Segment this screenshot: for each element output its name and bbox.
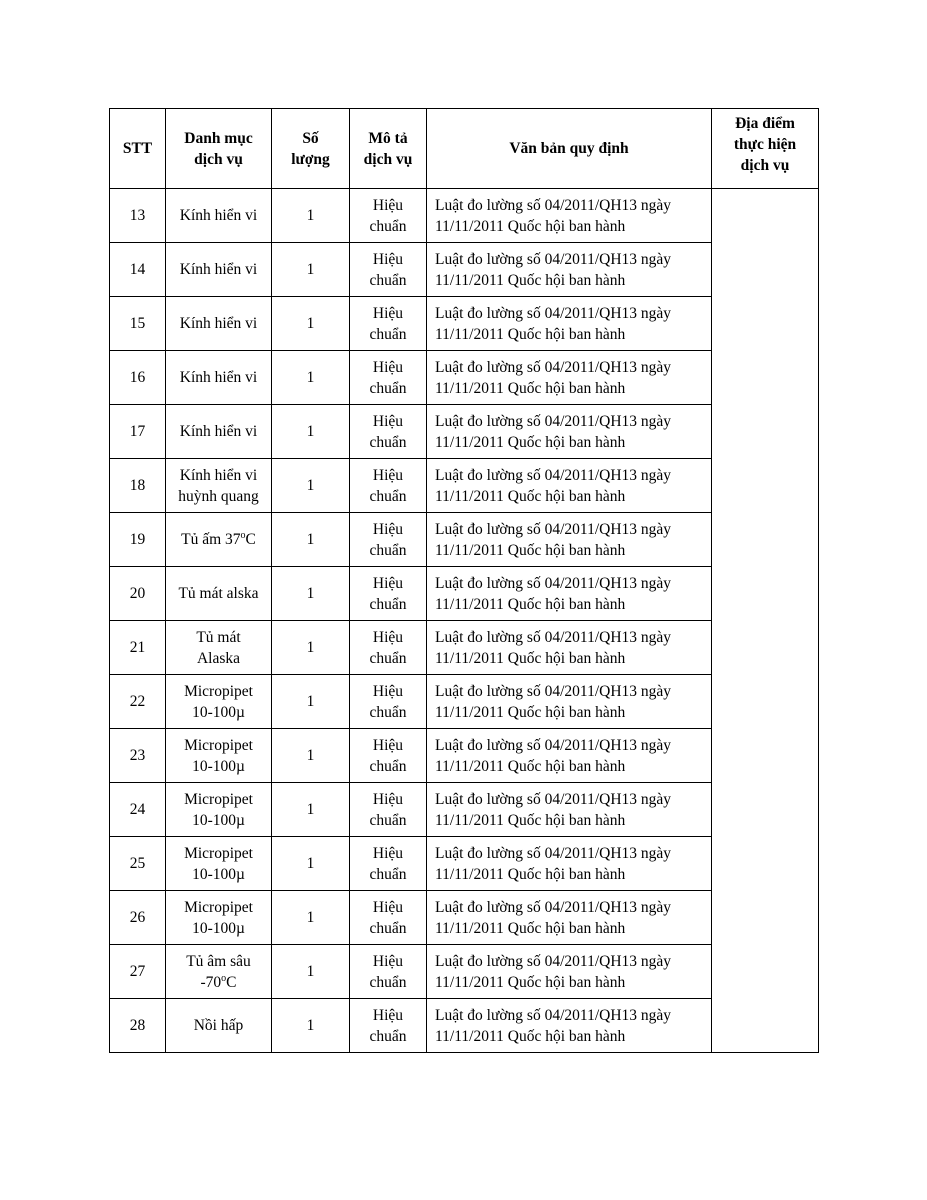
cell-category [166, 297, 272, 351]
cell-stt: 23 [110, 729, 166, 783]
cell-regulation: Luật đo lường số 04/2011/QH13 ngày 11/11/2011 Quốc hội ban hành [427, 945, 712, 999]
category-text: Tủ mát Alaska [196, 628, 241, 667]
cell-regulation: Luật đo lường số 04/2011/QH13 ngày 11/11/2011 Quốc hội ban hành [427, 999, 712, 1053]
cell-category [166, 459, 272, 513]
cell-description: Hiệu chuẩn [350, 837, 427, 891]
cell-stt: 28 [110, 999, 166, 1053]
cell-stt: 18 [110, 459, 166, 513]
category-text: Micropipet 10-100µ [184, 898, 253, 937]
cell-regulation: Luật đo lường số 04/2011/QH13 ngày 11/11/2011 Quốc hội ban hành [427, 351, 712, 405]
cell-stt: 21 [110, 621, 166, 675]
cell-quantity: 1 [272, 189, 350, 243]
header-category: Danh mục dịch vụ [166, 109, 272, 189]
cell-regulation: Luật đo lường số 04/2011/QH13 ngày 11/11/2011 Quốc hội ban hành [427, 675, 712, 729]
cell-regulation: Luật đo lường số 04/2011/QH13 ngày 11/11/2011 Quốc hội ban hành [427, 567, 712, 621]
degree-superscript: o [221, 972, 227, 984]
cell-description: Hiệu chuẩn [350, 459, 427, 513]
cell-description: Hiệu chuẩn [350, 567, 427, 621]
cell-stt: 15 [110, 297, 166, 351]
cell-quantity: 1 [272, 891, 350, 945]
cell-quantity: 1 [272, 459, 350, 513]
cell-stt: 25 [110, 837, 166, 891]
services-table [109, 108, 819, 1053]
cell-regulation: Luật đo lường số 04/2011/QH13 ngày 11/11/2011 Quốc hội ban hành [427, 621, 712, 675]
cell-description: Hiệu chuẩn [350, 783, 427, 837]
category-unit: C [226, 973, 237, 991]
cell-stt: 14 [110, 243, 166, 297]
category-text: Kính hiển vi [179, 261, 258, 278]
cell-stt: 20 [110, 567, 166, 621]
cell-description: Hiệu chuẩn [350, 729, 427, 783]
cell-description: Hiệu chuẩn [350, 405, 427, 459]
category-text: Kính hiển vi [179, 423, 258, 440]
cell-stt: 24 [110, 783, 166, 837]
cell-category [166, 351, 272, 405]
table-body [110, 189, 819, 1053]
cell-quantity: 1 [272, 567, 350, 621]
cell-category [166, 999, 272, 1053]
category-text: Micropipet 10-100µ [184, 844, 253, 883]
cell-regulation: Luật đo lường số 04/2011/QH13 ngày 11/11/2011 Quốc hội ban hành [427, 459, 712, 513]
cell-category [166, 891, 272, 945]
cell-description: Hiệu chuẩn [350, 945, 427, 999]
cell-category [166, 945, 272, 999]
category-unit: C [245, 531, 256, 548]
cell-stt: 19 [110, 513, 166, 567]
cell-quantity: 1 [272, 999, 350, 1053]
cell-category [166, 513, 272, 567]
category-text: Kính hiển vi huỳnh quang [178, 466, 259, 505]
cell-regulation: Luật đo lường số 04/2011/QH13 ngày 11/11/2011 Quốc hội ban hành [427, 297, 712, 351]
cell-description: Hiệu chuẩn [350, 621, 427, 675]
cell-quantity: 1 [272, 621, 350, 675]
cell-quantity: 1 [272, 945, 350, 999]
category-text: Micropipet 10-100µ [184, 682, 253, 721]
cell-category [166, 837, 272, 891]
cell-regulation: Luật đo lường số 04/2011/QH13 ngày 11/11/2011 Quốc hội ban hành [427, 783, 712, 837]
category-text: Tủ ấm 37 [181, 531, 241, 548]
category-text: Nồi hấp [193, 1017, 244, 1034]
cell-quantity: 1 [272, 243, 350, 297]
cell-quantity: 1 [272, 513, 350, 567]
cell-regulation: Luật đo lường số 04/2011/QH13 ngày 11/11/2011 Quốc hội ban hành [427, 513, 712, 567]
header-regulation: Văn bản quy định [427, 109, 712, 189]
cell-description: Hiệu chuẩn [350, 891, 427, 945]
cell-stt: 22 [110, 675, 166, 729]
cell-stt: 17 [110, 405, 166, 459]
cell-category [166, 189, 272, 243]
degree-superscript: o [240, 529, 246, 541]
cell-regulation: Luật đo lường số 04/2011/QH13 ngày 11/11/2011 Quốc hội ban hành [427, 837, 712, 891]
cell-stt: 26 [110, 891, 166, 945]
cell-category [166, 783, 272, 837]
cell-regulation: Luật đo lường số 04/2011/QH13 ngày 11/11/2011 Quốc hội ban hành [427, 405, 712, 459]
cell-quantity: 1 [272, 351, 350, 405]
cell-description: Hiệu chuẩn [350, 297, 427, 351]
cell-quantity: 1 [272, 405, 350, 459]
cell-category [166, 567, 272, 621]
cell-description: Hiệu chuẩn [350, 351, 427, 405]
cell-quantity: 1 [272, 297, 350, 351]
cell-category [166, 405, 272, 459]
cell-regulation: Luật đo lường số 04/2011/QH13 ngày 11/11/2011 Quốc hội ban hành [427, 891, 712, 945]
cell-description: Hiệu chuẩn [350, 675, 427, 729]
category-text: Micropipet 10-100µ [184, 736, 253, 775]
cell-regulation: Luật đo lường số 04/2011/QH13 ngày 11/11/2011 Quốc hội ban hành [427, 243, 712, 297]
category-text: Tủ mát alska [178, 585, 259, 602]
cell-description: Hiệu chuẩn [350, 513, 427, 567]
header-description: Mô tả dịch vụ [350, 109, 427, 189]
category-text: Tủ âm sâu -70 [186, 952, 251, 991]
category-text: Micropipet 10-100µ [184, 790, 253, 829]
cell-category [166, 621, 272, 675]
cell-stt: 27 [110, 945, 166, 999]
cell-category [166, 675, 272, 729]
header-location: Địa điểm thực hiện dịch vụ [712, 109, 819, 189]
cell-quantity: 1 [272, 837, 350, 891]
cell-stt: 13 [110, 189, 166, 243]
header-quantity: Số lượng [272, 109, 350, 189]
cell-description: Hiệu chuẩn [350, 243, 427, 297]
cell-description: Hiệu chuẩn [350, 999, 427, 1053]
table-row [110, 189, 819, 243]
cell-category [166, 243, 272, 297]
cell-description: Hiệu chuẩn [350, 189, 427, 243]
cell-category [166, 729, 272, 783]
header-stt: STT [110, 109, 166, 189]
category-text: Kính hiển vi [179, 369, 258, 386]
cell-quantity: 1 [272, 783, 350, 837]
category-text: Kính hiển vi [179, 315, 258, 332]
category-text: Kính hiển vi [179, 207, 258, 224]
cell-quantity: 1 [272, 729, 350, 783]
cell-location [712, 189, 819, 1053]
cell-stt: 16 [110, 351, 166, 405]
cell-regulation: Luật đo lường số 04/2011/QH13 ngày 11/11/2011 Quốc hội ban hành [427, 729, 712, 783]
cell-regulation: Luật đo lường số 04/2011/QH13 ngày 11/11/2011 Quốc hội ban hành [427, 189, 712, 243]
table-header-row [110, 109, 819, 189]
cell-quantity: 1 [272, 675, 350, 729]
